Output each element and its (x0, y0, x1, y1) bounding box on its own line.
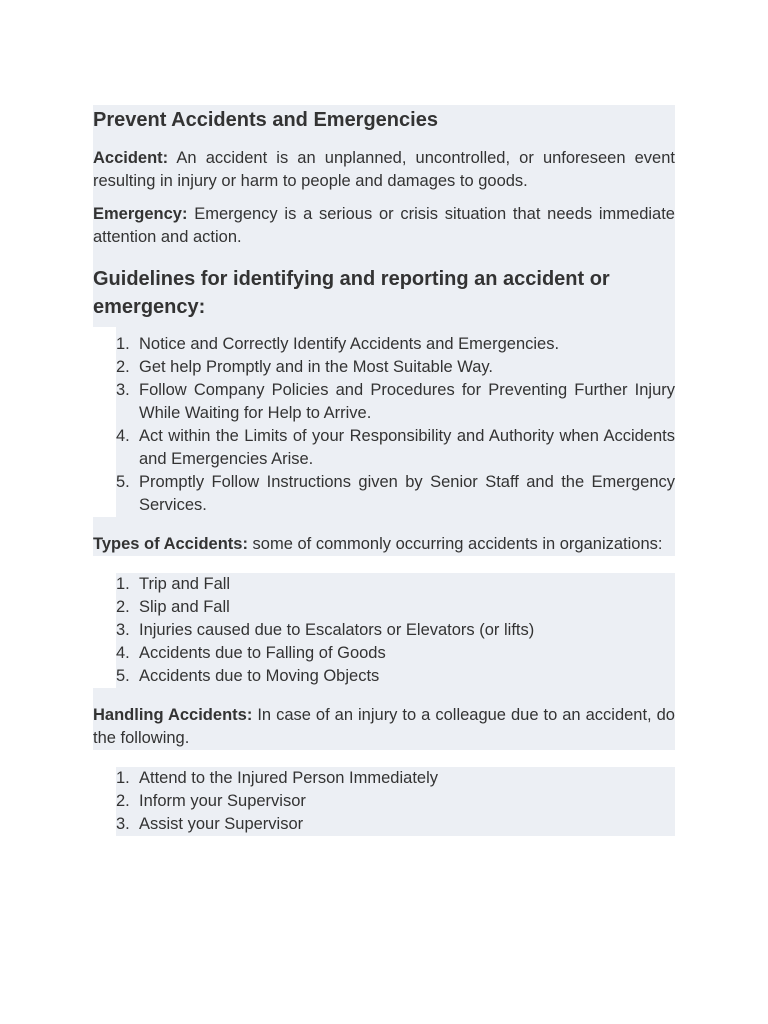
handling-list (116, 767, 675, 836)
types-intro (93, 533, 675, 556)
accident-definition (93, 147, 675, 193)
types-section (93, 517, 675, 556)
guidelines-list-section (116, 327, 675, 517)
list-item: 1. Trip and Fall (116, 575, 231, 593)
list-item: 2. Slip and Fall (116, 598, 230, 616)
list-item: 2. Get help Promptly and in the Most Suitable Way. (116, 358, 494, 376)
list-item: 5. Promptly Follow Instructions given by Senior Staff and the Emergency Services. (116, 473, 675, 514)
types-list-section (116, 573, 675, 688)
page-title: Prevent Accidents and Emergencies (93, 109, 438, 131)
emergency-text: Emergency is a serious or crisis situation that needs immediate attention and action. (93, 205, 675, 246)
handling-text: In case of an injury to a colleague due to an accident, do the following. (93, 706, 675, 747)
handling-list-section (116, 767, 675, 836)
emergency-term: Emergency: (93, 205, 188, 223)
accident-text: An accident is an unplanned, uncontrolled, or unforeseen event resulting in injury or harm to people and damages to goods. (93, 149, 675, 190)
handling-intro (93, 704, 675, 750)
guidelines-heading: Guidelines for identifying and reporting an accident or emergency: (93, 268, 610, 318)
list-item: 3. Follow Company Policies and Procedures for Preventing Further Injury While Waiting for Help to Arrive. (116, 381, 675, 422)
list-item: 4. Act within the Limits of your Responsibility and Authority when Accidents and Emergencies Arise. (116, 427, 675, 468)
handling-term: Handling Accidents: (93, 706, 253, 724)
intro-section (93, 105, 675, 327)
types-term: Types of Accidents: (93, 535, 248, 553)
list-item: 3. Injuries caused due to Escalators or Elevators (or lifts) (116, 621, 535, 639)
document-content (93, 105, 675, 836)
list-item: 1. Attend to the Injured Person Immediately (116, 769, 438, 787)
list-item: 2. Inform your Supervisor (116, 792, 306, 810)
types-list (116, 573, 675, 688)
handling-section (93, 688, 675, 750)
guidelines-list (116, 333, 675, 517)
accident-term: Accident: (93, 149, 169, 167)
list-item: 3. Assist your Supervisor (116, 815, 304, 833)
emergency-definition (93, 203, 675, 249)
list-item: 1. Notice and Correctly Identify Accidents and Emergencies. (116, 335, 560, 353)
list-item: 5. Accidents due to Moving Objects (116, 667, 380, 685)
types-text: some of commonly occurring accidents in organizations: (252, 535, 663, 553)
list-item: 4. Accidents due to Falling of Goods (116, 644, 386, 662)
